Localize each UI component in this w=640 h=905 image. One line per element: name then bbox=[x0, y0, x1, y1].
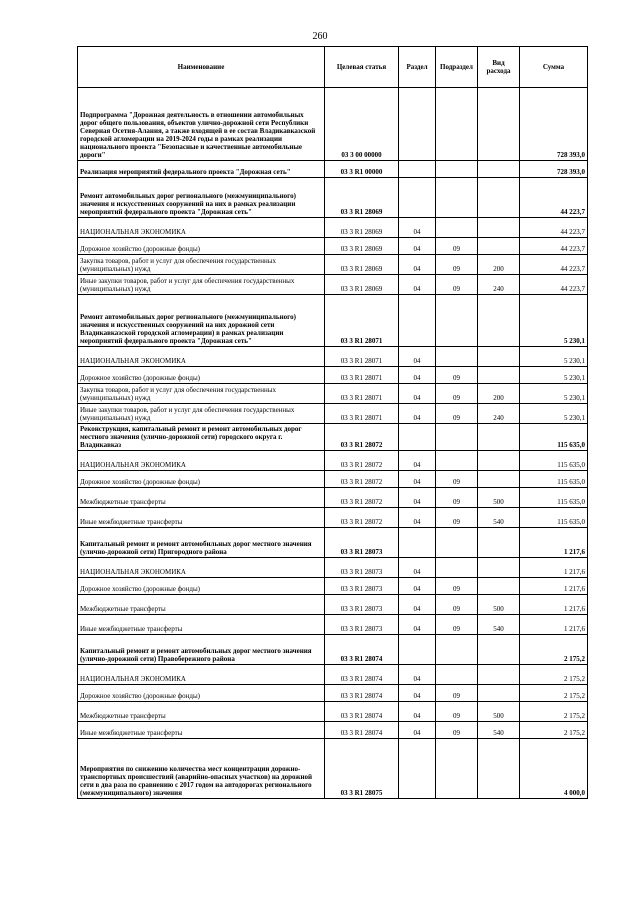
table-row bbox=[78, 424, 588, 451]
row-subsection-cell: 09 bbox=[436, 722, 478, 739]
row-expense-cell: 240 bbox=[478, 404, 520, 424]
table-row bbox=[78, 178, 588, 218]
row-amount-cell: 115 635,0 bbox=[520, 508, 588, 528]
row-expense-cell bbox=[478, 451, 520, 471]
row-target-cell: 03 3 R1 28071 bbox=[325, 295, 399, 347]
row-name-cell: Подпрограмма "Дорожная деятельность в отношении автомобильных дорог общего пользования, объектов улично-дорожной сети Республики Северная Осетия-Алания, а также входящей в ее состав Владикавказской городской агломерации на 2019-2024 годы в рамках реализации национального проекта "Безопасные и качественные автомобильные дороги" bbox=[78, 88, 325, 161]
row-section-cell: 04 bbox=[399, 595, 436, 615]
table-row bbox=[78, 739, 588, 799]
row-amount-cell: 44 223,7 bbox=[520, 218, 588, 238]
table-row bbox=[78, 488, 588, 508]
table-row bbox=[78, 255, 588, 275]
table-body bbox=[78, 88, 588, 799]
row-name-cell: Закупка товаров, работ и услуг для обеспечения государственных (муниципальных) нужд bbox=[78, 384, 325, 404]
row-amount-cell: 115 635,0 bbox=[520, 488, 588, 508]
row-name-cell: Реализация мероприятий федерального проекта "Дорожная сеть" bbox=[78, 161, 325, 178]
row-section-cell: 04 bbox=[399, 404, 436, 424]
row-name-cell: Дорожное хозяйство (дорожные фонды) bbox=[78, 471, 325, 488]
budget-table bbox=[77, 46, 588, 799]
row-section-cell: 04 bbox=[399, 722, 436, 739]
row-section-cell: 04 bbox=[399, 275, 436, 295]
row-target-cell: 03 3 R1 28073 bbox=[325, 558, 399, 578]
row-section-cell bbox=[399, 739, 436, 799]
row-expense-cell bbox=[478, 295, 520, 347]
row-target-cell: 03 3 R1 28075 bbox=[325, 739, 399, 799]
table-row bbox=[78, 508, 588, 528]
row-name-cell: Дорожное хозяйство (дорожные фонды) bbox=[78, 238, 325, 255]
row-amount-cell: 5 230,1 bbox=[520, 347, 588, 367]
row-subsection-cell: 09 bbox=[436, 702, 478, 722]
row-name-cell: Дорожное хозяйство (дорожные фонды) bbox=[78, 685, 325, 702]
page-number: 260 bbox=[312, 31, 328, 42]
row-expense-cell bbox=[478, 161, 520, 178]
row-amount-cell: 115 635,0 bbox=[520, 471, 588, 488]
row-expense-cell bbox=[478, 739, 520, 799]
row-subsection-cell: 09 bbox=[436, 615, 478, 635]
row-subsection-cell: 09 bbox=[436, 367, 478, 384]
row-subsection-cell: 09 bbox=[436, 685, 478, 702]
row-expense-cell bbox=[478, 665, 520, 685]
row-name-cell: Капитальный ремонт и ремонт автомобильных дорог местного значения (улично-дорожной сети) Пригородного района bbox=[78, 528, 325, 558]
row-subsection-cell bbox=[436, 635, 478, 665]
table-row bbox=[78, 88, 588, 161]
row-target-cell: 03 3 R1 28071 bbox=[325, 404, 399, 424]
row-expense-cell bbox=[478, 578, 520, 595]
row-amount-cell: 1 217,6 bbox=[520, 558, 588, 578]
row-section-cell: 04 bbox=[399, 367, 436, 384]
table-row bbox=[78, 161, 588, 178]
row-subsection-cell: 09 bbox=[436, 471, 478, 488]
row-amount-cell: 2 175,2 bbox=[520, 722, 588, 739]
row-target-cell: 03 3 R1 28069 bbox=[325, 218, 399, 238]
row-name-cell: НАЦИОНАЛЬНАЯ ЭКОНОМИКА bbox=[78, 218, 325, 238]
row-section-cell: 04 bbox=[399, 255, 436, 275]
row-name-cell: Ремонт автомобильных дорог регионального (межмуниципального) значения и искусственных сооружений на них в рамках реализации мероприятий федерального проекта "Дорожная сеть" bbox=[78, 178, 325, 218]
row-amount-cell: 44 223,7 bbox=[520, 178, 588, 218]
row-subsection-cell bbox=[436, 88, 478, 161]
row-target-cell: 03 3 R1 28073 bbox=[325, 528, 399, 558]
table-row bbox=[78, 471, 588, 488]
row-subsection-cell: 09 bbox=[436, 595, 478, 615]
header-name: Наименование bbox=[78, 47, 325, 88]
row-expense-cell: 500 bbox=[478, 702, 520, 722]
row-amount-cell: 1 217,6 bbox=[520, 595, 588, 615]
row-target-cell: 03 3 R1 28069 bbox=[325, 238, 399, 255]
row-expense-cell bbox=[478, 558, 520, 578]
row-amount-cell: 1 217,6 bbox=[520, 615, 588, 635]
row-amount-cell: 44 223,7 bbox=[520, 238, 588, 255]
row-section-cell: 04 bbox=[399, 558, 436, 578]
row-amount-cell: 2 175,2 bbox=[520, 702, 588, 722]
row-section-cell: 04 bbox=[399, 451, 436, 471]
row-expense-cell bbox=[478, 218, 520, 238]
row-section-cell: 04 bbox=[399, 488, 436, 508]
row-target-cell: 03 3 R1 28072 bbox=[325, 508, 399, 528]
row-expense-cell bbox=[478, 178, 520, 218]
row-section-cell bbox=[399, 88, 436, 161]
row-amount-cell: 728 393,0 bbox=[520, 161, 588, 178]
row-name-cell: Капитальный ремонт и ремонт автомобильных дорог местного значения (улично-дорожной сети) Правобережного района bbox=[78, 635, 325, 665]
row-target-cell: 03 3 R1 28074 bbox=[325, 635, 399, 665]
row-section-cell: 04 bbox=[399, 218, 436, 238]
row-subsection-cell: 09 bbox=[436, 275, 478, 295]
row-subsection-cell: 09 bbox=[436, 404, 478, 424]
row-expense-cell bbox=[478, 471, 520, 488]
row-target-cell: 03 3 R1 28074 bbox=[325, 722, 399, 739]
row-subsection-cell: 09 bbox=[436, 578, 478, 595]
table-row bbox=[78, 218, 588, 238]
row-amount-cell: 1 217,6 bbox=[520, 578, 588, 595]
row-target-cell: 03 3 00 00000 bbox=[325, 88, 399, 161]
row-amount-cell: 44 223,7 bbox=[520, 275, 588, 295]
row-name-cell: Иные закупки товаров, работ и услуг для обеспечения государственных (муниципальных) нужд bbox=[78, 404, 325, 424]
row-amount-cell: 5 230,1 bbox=[520, 384, 588, 404]
row-target-cell: 03 3 R1 28073 bbox=[325, 595, 399, 615]
row-name-cell: Иные закупки товаров, работ и услуг для обеспечения государственных (муниципальных) нужд bbox=[78, 275, 325, 295]
table-row bbox=[78, 367, 588, 384]
table-row bbox=[78, 275, 588, 295]
row-subsection-cell bbox=[436, 347, 478, 367]
table-row bbox=[78, 665, 588, 685]
row-expense-cell: 540 bbox=[478, 615, 520, 635]
row-subsection-cell bbox=[436, 739, 478, 799]
row-section-cell: 04 bbox=[399, 578, 436, 595]
header-amount: Сумма bbox=[520, 47, 588, 88]
row-name-cell: Закупка товаров, работ и услуг для обеспечения государственных (муниципальных) нужд bbox=[78, 255, 325, 275]
row-expense-cell bbox=[478, 424, 520, 451]
row-section-cell: 04 bbox=[399, 384, 436, 404]
row-section-cell: 04 bbox=[399, 238, 436, 255]
header-expense-type: Вид расхода bbox=[478, 47, 520, 88]
row-amount-cell: 115 635,0 bbox=[520, 451, 588, 471]
row-subsection-cell bbox=[436, 528, 478, 558]
row-subsection-cell bbox=[436, 665, 478, 685]
table-row bbox=[78, 347, 588, 367]
row-expense-cell bbox=[478, 528, 520, 558]
row-subsection-cell bbox=[436, 161, 478, 178]
row-subsection-cell: 09 bbox=[436, 508, 478, 528]
table-row bbox=[78, 451, 588, 471]
table-row bbox=[78, 384, 588, 404]
row-section-cell: 04 bbox=[399, 615, 436, 635]
row-name-cell: Иные межбюджетные трансферты bbox=[78, 508, 325, 528]
table-row bbox=[78, 722, 588, 739]
row-target-cell: 03 3 R1 28072 bbox=[325, 471, 399, 488]
table-row bbox=[78, 702, 588, 722]
table-row bbox=[78, 635, 588, 665]
row-expense-cell bbox=[478, 635, 520, 665]
row-expense-cell bbox=[478, 238, 520, 255]
table-row bbox=[78, 558, 588, 578]
row-section-cell bbox=[399, 424, 436, 451]
row-section-cell: 04 bbox=[399, 702, 436, 722]
row-expense-cell bbox=[478, 685, 520, 702]
row-expense-cell: 540 bbox=[478, 722, 520, 739]
row-expense-cell bbox=[478, 347, 520, 367]
row-subsection-cell bbox=[436, 558, 478, 578]
row-target-cell: 03 3 R1 28072 bbox=[325, 451, 399, 471]
table-header-row bbox=[78, 47, 588, 88]
row-target-cell: 03 3 R1 28069 bbox=[325, 255, 399, 275]
row-subsection-cell: 09 bbox=[436, 488, 478, 508]
table-row bbox=[78, 685, 588, 702]
table-row bbox=[78, 615, 588, 635]
row-amount-cell: 2 175,2 bbox=[520, 685, 588, 702]
row-name-cell: Межбюджетные трансферты bbox=[78, 702, 325, 722]
row-name-cell: НАЦИОНАЛЬНАЯ ЭКОНОМИКА bbox=[78, 347, 325, 367]
row-amount-cell: 5 230,1 bbox=[520, 367, 588, 384]
row-subsection-cell bbox=[436, 178, 478, 218]
row-amount-cell: 2 175,2 bbox=[520, 665, 588, 685]
row-name-cell: Реконструкция, капитальный ремонт и ремонт автомобильных дорог местного значения (улично-дорожной сети) городского округа г. Владикавказ bbox=[78, 424, 325, 451]
row-target-cell: 03 3 R1 28074 bbox=[325, 665, 399, 685]
table-row bbox=[78, 238, 588, 255]
row-expense-cell bbox=[478, 88, 520, 161]
row-amount-cell: 1 217,6 bbox=[520, 528, 588, 558]
table-row bbox=[78, 295, 588, 347]
row-expense-cell: 500 bbox=[478, 488, 520, 508]
row-subsection-cell bbox=[436, 218, 478, 238]
row-name-cell: Межбюджетные трансферты bbox=[78, 595, 325, 615]
row-target-cell: 03 3 R1 28071 bbox=[325, 384, 399, 404]
row-section-cell: 04 bbox=[399, 685, 436, 702]
row-name-cell: НАЦИОНАЛЬНАЯ ЭКОНОМИКА bbox=[78, 665, 325, 685]
row-target-cell: 03 3 R1 00000 bbox=[325, 161, 399, 178]
header-subsection: Подраздел bbox=[436, 47, 478, 88]
row-name-cell: Мероприятия по снижению количества мест концентрации дорожно-транспортных происшествий (аварийно-опасных участков) на дорожной сети в два раза по сравнению с 2017 годом на автодорогах регионального (межмуниципального) значения bbox=[78, 739, 325, 799]
row-section-cell bbox=[399, 178, 436, 218]
row-subsection-cell: 09 bbox=[436, 255, 478, 275]
header-section: Раздел bbox=[399, 47, 436, 88]
row-subsection-cell bbox=[436, 424, 478, 451]
row-target-cell: 03 3 R1 28074 bbox=[325, 685, 399, 702]
table-row bbox=[78, 595, 588, 615]
row-target-cell: 03 3 R1 28071 bbox=[325, 367, 399, 384]
header-target: Целевая статья bbox=[325, 47, 399, 88]
row-subsection-cell bbox=[436, 451, 478, 471]
row-amount-cell: 115 635,0 bbox=[520, 424, 588, 451]
row-expense-cell: 540 bbox=[478, 508, 520, 528]
row-name-cell: Межбюджетные трансферты bbox=[78, 488, 325, 508]
table-row bbox=[78, 528, 588, 558]
row-target-cell: 03 3 R1 28071 bbox=[325, 347, 399, 367]
row-amount-cell: 728 393,0 bbox=[520, 88, 588, 161]
row-section-cell: 04 bbox=[399, 508, 436, 528]
row-target-cell: 03 3 R1 28074 bbox=[325, 702, 399, 722]
row-target-cell: 03 3 R1 28069 bbox=[325, 275, 399, 295]
row-name-cell: Дорожное хозяйство (дорожные фонды) bbox=[78, 578, 325, 595]
row-expense-cell: 200 bbox=[478, 255, 520, 275]
row-target-cell: 03 3 R1 28072 bbox=[325, 488, 399, 508]
row-amount-cell: 4 000,0 bbox=[520, 739, 588, 799]
row-target-cell: 03 3 R1 28073 bbox=[325, 578, 399, 595]
row-section-cell bbox=[399, 295, 436, 347]
row-section-cell: 04 bbox=[399, 471, 436, 488]
row-section-cell bbox=[399, 528, 436, 558]
row-subsection-cell bbox=[436, 295, 478, 347]
row-name-cell: Иные межбюджетные трансферты bbox=[78, 615, 325, 635]
row-target-cell: 03 3 R1 28072 bbox=[325, 424, 399, 451]
row-name-cell: НАЦИОНАЛЬНАЯ ЭКОНОМИКА bbox=[78, 558, 325, 578]
table-row bbox=[78, 404, 588, 424]
row-expense-cell: 500 bbox=[478, 595, 520, 615]
row-name-cell: НАЦИОНАЛЬНАЯ ЭКОНОМИКА bbox=[78, 451, 325, 471]
row-amount-cell: 5 230,1 bbox=[520, 404, 588, 424]
row-amount-cell: 5 230,1 bbox=[520, 295, 588, 347]
row-section-cell: 04 bbox=[399, 347, 436, 367]
row-name-cell: Дорожное хозяйство (дорожные фонды) bbox=[78, 367, 325, 384]
row-expense-cell bbox=[478, 367, 520, 384]
row-target-cell: 03 3 R1 28069 bbox=[325, 178, 399, 218]
row-subsection-cell: 09 bbox=[436, 238, 478, 255]
row-amount-cell: 2 175,2 bbox=[520, 635, 588, 665]
row-subsection-cell: 09 bbox=[436, 384, 478, 404]
table-row bbox=[78, 578, 588, 595]
row-expense-cell: 200 bbox=[478, 384, 520, 404]
row-amount-cell: 44 223,7 bbox=[520, 255, 588, 275]
row-section-cell: 04 bbox=[399, 665, 436, 685]
row-section-cell bbox=[399, 161, 436, 178]
row-target-cell: 03 3 R1 28073 bbox=[325, 615, 399, 635]
row-name-cell: Иные межбюджетные трансферты bbox=[78, 722, 325, 739]
row-section-cell bbox=[399, 635, 436, 665]
row-name-cell: Ремонт автомобильных дорог регионального (межмуниципального) значения и искусственных сооружений на них дорожной сети Владикавказской городской агломерации) в рамках реализации мероприятий федерального проекта "Дорожная сеть" bbox=[78, 295, 325, 347]
row-expense-cell: 240 bbox=[478, 275, 520, 295]
